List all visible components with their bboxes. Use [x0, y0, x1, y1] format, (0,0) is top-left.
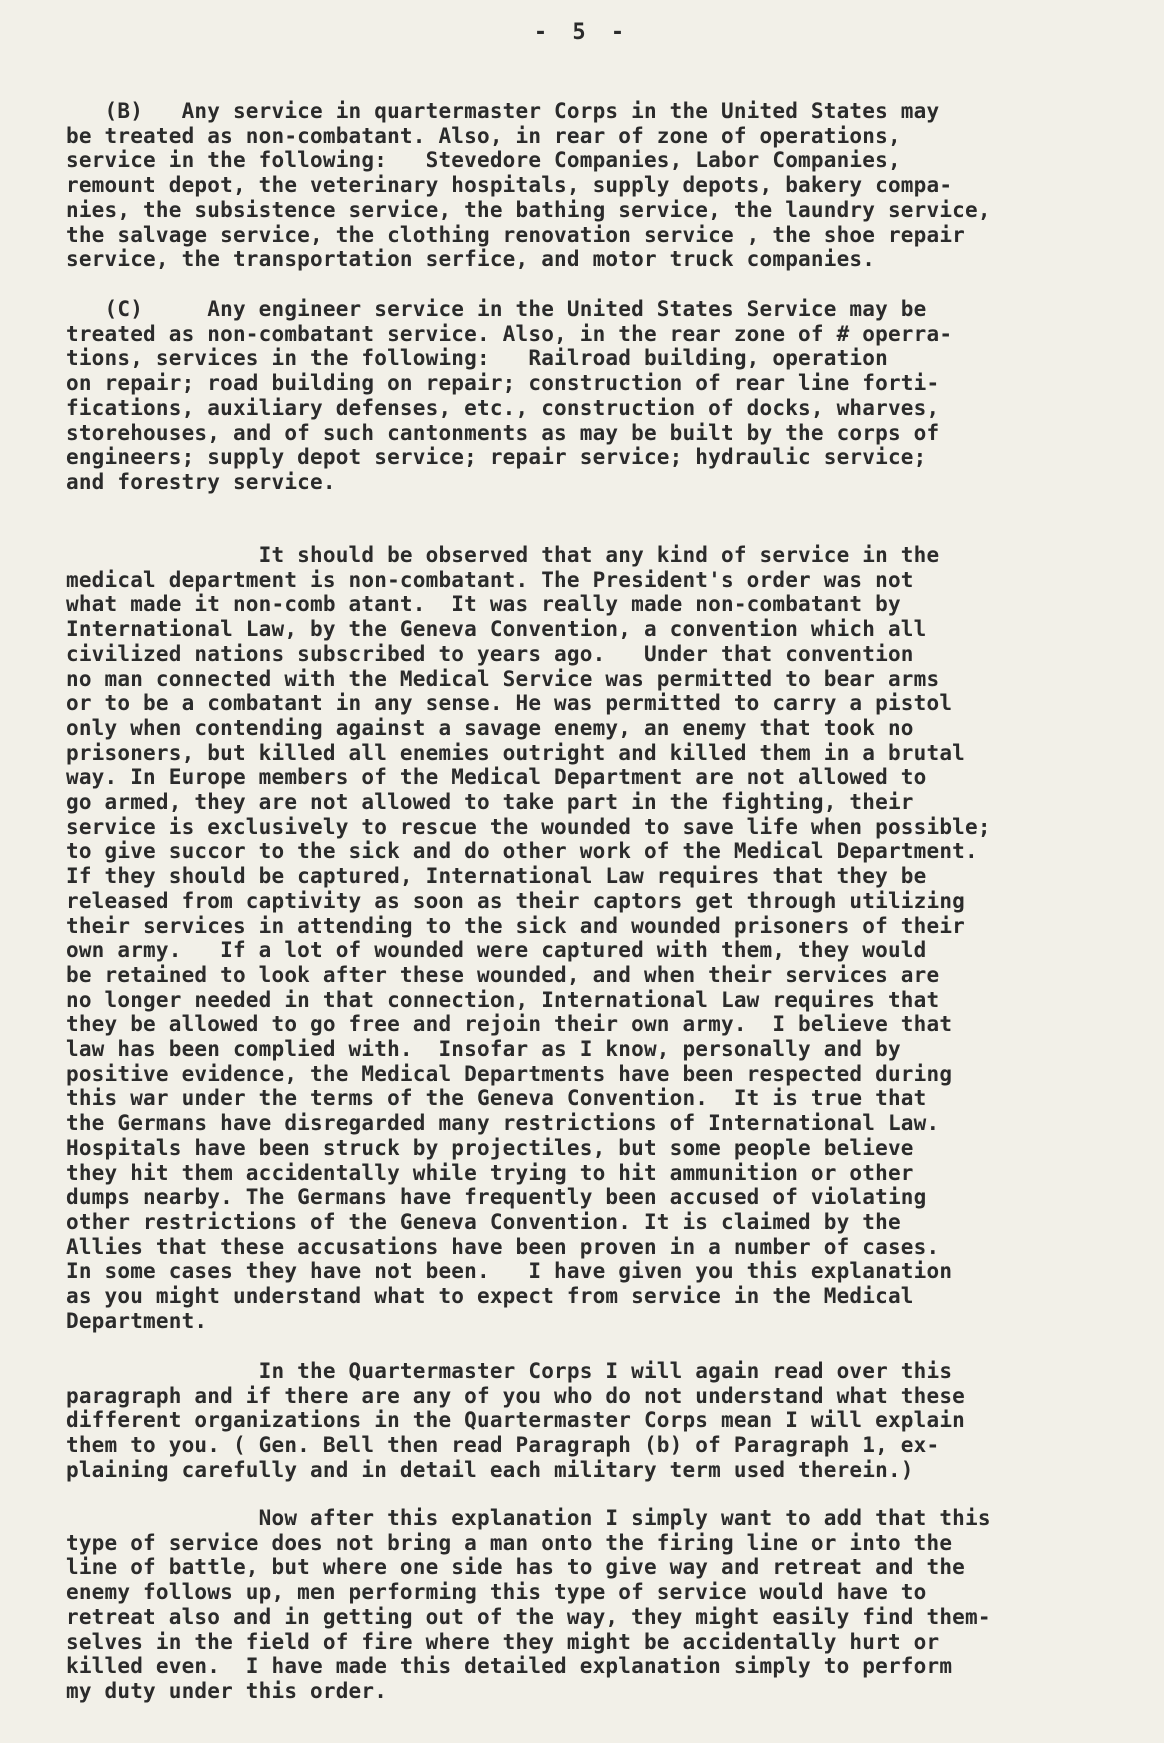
- text-line: the Germans have disregarded many restrictions of International Law.: [66, 1111, 940, 1136]
- text-line: no man connected with the Medical Service was permitted to bear arms: [66, 666, 940, 691]
- text-line: on repair; road building on repair; construction of rear line forti-: [66, 371, 940, 396]
- text-line: International Law, by the Geneva Convention, a convention which all: [66, 617, 927, 642]
- text-line: medical department is non-combatant. The President's order was not: [66, 567, 914, 592]
- text-line: go armed, they are not allowed to take part in the fighting, their: [66, 790, 914, 815]
- text-line: the salvage service, the clothing renovation service , the shoe repair: [66, 222, 966, 247]
- text-line: Allies that these accusations have been proven in a number of cases.: [66, 1234, 940, 1259]
- text-line: be treated as non-combatant. Also, in rear of zone of operations,: [66, 123, 901, 148]
- paragraph-medical-department: [66, 543, 991, 1334]
- text-line: them to you. ( Gen. Bell then read Paragraph (b) of Paragraph 1, ex-: [66, 1433, 940, 1458]
- paragraph-quartermaster-explanation: [66, 1359, 965, 1483]
- text-line: way. In Europe members of the Medical Department are not allowed to: [66, 765, 927, 790]
- text-line: If they should be captured, International Law requires that they be: [66, 864, 927, 889]
- page-number: - 5 -: [533, 20, 631, 45]
- text-line: paragraph and if there are any of you who do not understand what these: [66, 1383, 966, 1408]
- text-line: line of battle, but where one side has to give way and retreat and the: [66, 1555, 966, 1580]
- text-line: treated as non-combatant service. Also, in the rear zone of # operra-: [66, 321, 953, 346]
- text-line: Now after this explanation I simply want to add that this: [66, 1506, 991, 1530]
- text-line: selves in the field of fire where they might be accidentally hurt or: [66, 1629, 940, 1654]
- text-line: or to be a combatant in any sense. He was permitted to carry a pistol: [66, 691, 953, 716]
- text-line: to give succor to the sick and do other work of the Medical Department.: [66, 839, 978, 864]
- text-line: this war under the terms of the Geneva Convention. It is true that: [66, 1086, 927, 1111]
- text-line: remount depot, the veterinary hospitals, supply depots, bakery compa-: [66, 173, 953, 198]
- text-line: positive evidence, the Medical Departments have been respected during: [66, 1061, 953, 1086]
- text-line: as you might understand what to expect from service in the Medical: [66, 1284, 914, 1309]
- text-line: service in the following: Stevedore Companies, Labor Companies,: [66, 148, 901, 173]
- paragraph-c-engineer-service: [66, 297, 952, 495]
- text-line: they hit them accidentally while trying to hit ammunition or other: [66, 1160, 914, 1185]
- text-line: be retained to look after these wounded, and when their services are: [66, 962, 940, 987]
- text-line: what made it non-comb atant. It was really made non-combatant by: [66, 592, 901, 617]
- text-line: and forestry service.: [66, 469, 336, 494]
- text-line: prisoners, but killed all enemies outright and killed them in a brutal: [66, 740, 966, 765]
- text-line: (C) Any engineer service in the United States Service may be: [66, 297, 927, 321]
- text-line: different organizations in the Quartermaster Corps mean I will explain: [66, 1408, 966, 1433]
- text-line: Department.: [66, 1308, 208, 1333]
- text-line: plaining carefully and in detail each military term used therein.): [66, 1457, 914, 1482]
- text-line: service, the transportation serfice, and motor truck companies.: [66, 247, 876, 272]
- text-line: It should be observed that any kind of service in the: [66, 543, 940, 567]
- text-line: civilized nations subscribed to years ago. Under that convention: [66, 641, 914, 666]
- text-line: law has been complied with. Insofar as I know, personally and by: [66, 1037, 901, 1062]
- text-line: enemy follows up, men performing this type of service would have to: [66, 1580, 927, 1605]
- text-line: nies, the subsistence service, the bathing service, the laundry service,: [66, 197, 991, 222]
- text-line: tions, services in the following: Railroad building, operation: [66, 346, 888, 371]
- text-line: their services in attending to the sick and wounded prisoners of their: [66, 913, 966, 938]
- text-line: my duty under this order.: [66, 1678, 388, 1703]
- text-line: killed even. I have made this detailed explanation simply to perform: [66, 1654, 953, 1679]
- text-line: type of service does not bring a man onto the firing line or into the: [66, 1530, 953, 1555]
- text-line: released from captivity as soon as their captors get through utilizing: [66, 888, 966, 913]
- text-line: In the Quartermaster Corps I will again read over this: [66, 1359, 953, 1383]
- text-line: other restrictions of the Geneva Convention. It is claimed by the: [66, 1209, 901, 1234]
- text-line: own army. If a lot of wounded were captured with them, they would: [66, 938, 927, 963]
- paragraph-b-quartermaster-service: [66, 99, 991, 272]
- text-line: fications, auxiliary defenses, etc., construction of docks, wharves,: [66, 395, 940, 420]
- text-line: they be allowed to go free and rejoin their own army. I believe that: [66, 1012, 953, 1037]
- text-line: storehouses, and of such cantonments as may be built by the corps of: [66, 420, 940, 445]
- text-line: engineers; supply depot service; repair service; hydraulic service;: [66, 445, 927, 470]
- text-line: service is exclusively to rescue the wounded to save life when possible;: [66, 814, 991, 839]
- text-line: retreat also and in getting out of the way, they might easily find them-: [66, 1604, 991, 1629]
- text-line: no longer needed in that connection, International Law requires that: [66, 987, 940, 1012]
- text-line: In some cases they have not been. I have given you this explanation: [66, 1259, 953, 1284]
- text-line: Hospitals have been struck by projectiles, but some people believe: [66, 1135, 914, 1160]
- text-line: (B) Any service in quartermaster Corps in the United States may: [66, 99, 940, 123]
- text-line: dumps nearby. The Germans have frequently been accused of violating: [66, 1185, 927, 1210]
- paragraph-closing-remarks: [66, 1506, 991, 1704]
- text-line: only when contending against a savage enemy, an enemy that took no: [66, 715, 914, 740]
